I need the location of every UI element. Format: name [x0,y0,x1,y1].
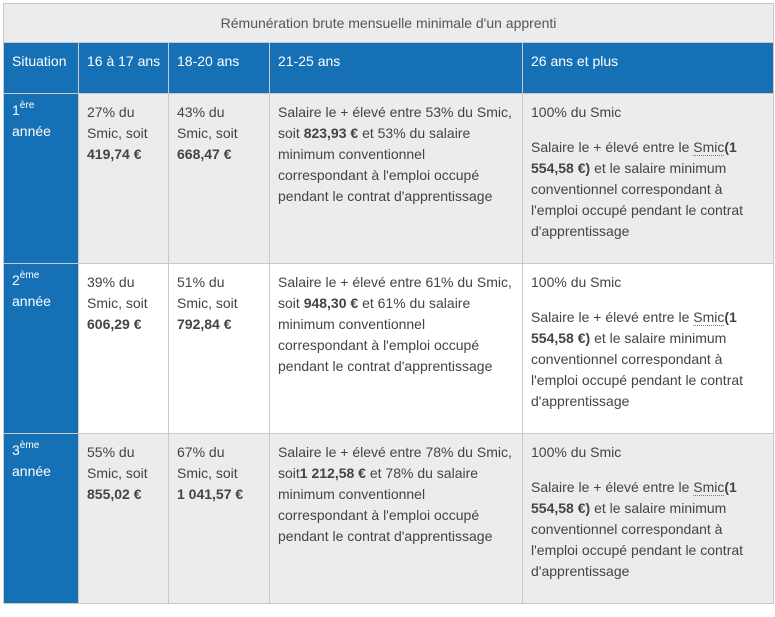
amount-value: 823,93 € [303,125,359,141]
table-row-year-1 [4,94,774,264]
cell-26-plus: 100% du Smic Salaire le + élevé entre le Smic(1 554,58 €) et le salaire minimum conventionnel correspondant à l'emploi occupé pendant le contrat d'apprentissage [523,264,774,434]
apprentice-salary-table-container [3,3,773,604]
table-caption-row [4,4,774,43]
year-suffix: ème [19,270,40,282]
year-number: 1 [12,102,20,118]
row-header-year-1 [4,94,79,264]
header-situation: Situation [4,43,79,94]
row-header-year-3 [4,434,79,604]
amount-value: 948,30 € [303,295,359,311]
smic-abbreviation[interactable]: Smic [693,139,725,155]
year-suffix: ème [19,440,40,452]
year-label: année [12,463,51,479]
header-21-25: 21-25 ans [270,43,523,94]
cell-26-plus: 100% du Smic Salaire le + élevé entre le Smic(1 554,58 €) et le salaire minimum conventionnel correspondant à l'emploi occupé pendant le contrat d'apprentissage [523,434,774,604]
table-row-year-2 [4,264,774,434]
table-header-row [4,43,774,94]
cell-18-20: 43% du Smic, soit 668,47 € [169,94,270,264]
header-18-20: 18-20 ans [169,43,270,94]
cell-16-17: 39% du Smic, soit 606,29 € [79,264,169,434]
table-row-year-3 [4,434,774,604]
cell-18-20: 51% du Smic, soit 792,84 € [169,264,270,434]
amount-value: (1 554,58 €) [531,479,737,516]
amount-value: 668,47 € [177,146,232,162]
smic-abbreviation[interactable]: Smic [693,309,725,325]
year-label: année [12,123,51,139]
amount-value: 606,29 € [87,316,142,332]
cell-18-20: 67% du Smic, soit 1 041,57 € [169,434,270,604]
amount-value: 792,84 € [177,316,232,332]
amount-value: (1 554,58 €) [531,139,737,176]
amount-value: (1 554,58 €) [531,309,737,346]
header-16-17: 16 à 17 ans [79,43,169,94]
amount-value: 1 041,57 € [177,486,244,502]
cell-21-25: Salaire le + élevé entre 61% du Smic, soit 948,30 € et 61% du salaire minimum conventionnel correspondant à l'emploi occupé pendant le contrat d'apprentissage [270,264,523,434]
smic-abbreviation[interactable]: Smic [693,479,725,495]
table-caption: Rémunération brute mensuelle minimale d'un apprenti [4,4,774,43]
header-26-plus: 26 ans et plus [523,43,774,94]
cell-21-25: Salaire le + élevé entre 53% du Smic, soit 823,93 € et 53% du salaire minimum conventionnel correspondant à l'emploi occupé pendant le contrat d'apprentissage [270,94,523,264]
amount-value: 855,02 € [87,486,142,502]
year-suffix: ère [19,100,35,112]
year-label: année [12,293,51,309]
year-number: 3 [12,442,20,458]
cell-16-17: 55% du Smic, soit 855,02 € [79,434,169,604]
amount-value: 1 212,58 € [299,465,366,481]
row-header-year-2 [4,264,79,434]
year-number: 2 [12,272,20,288]
amount-value: 419,74 € [87,146,142,162]
cell-16-17: 27% du Smic, soit 419,74 € [79,94,169,264]
apprentice-salary-table [3,3,774,604]
cell-21-25: Salaire le + élevé entre 78% du Smic, soit1 212,58 € et 78% du salaire minimum conventionnel correspondant à l'emploi occupé pendant le contrat d'apprentissage [270,434,523,604]
cell-26-plus: 100% du Smic Salaire le + élevé entre le Smic(1 554,58 €) et le salaire minimum conventionnel correspondant à l'emploi occupé pendant le contrat d'apprentissage [523,94,774,264]
